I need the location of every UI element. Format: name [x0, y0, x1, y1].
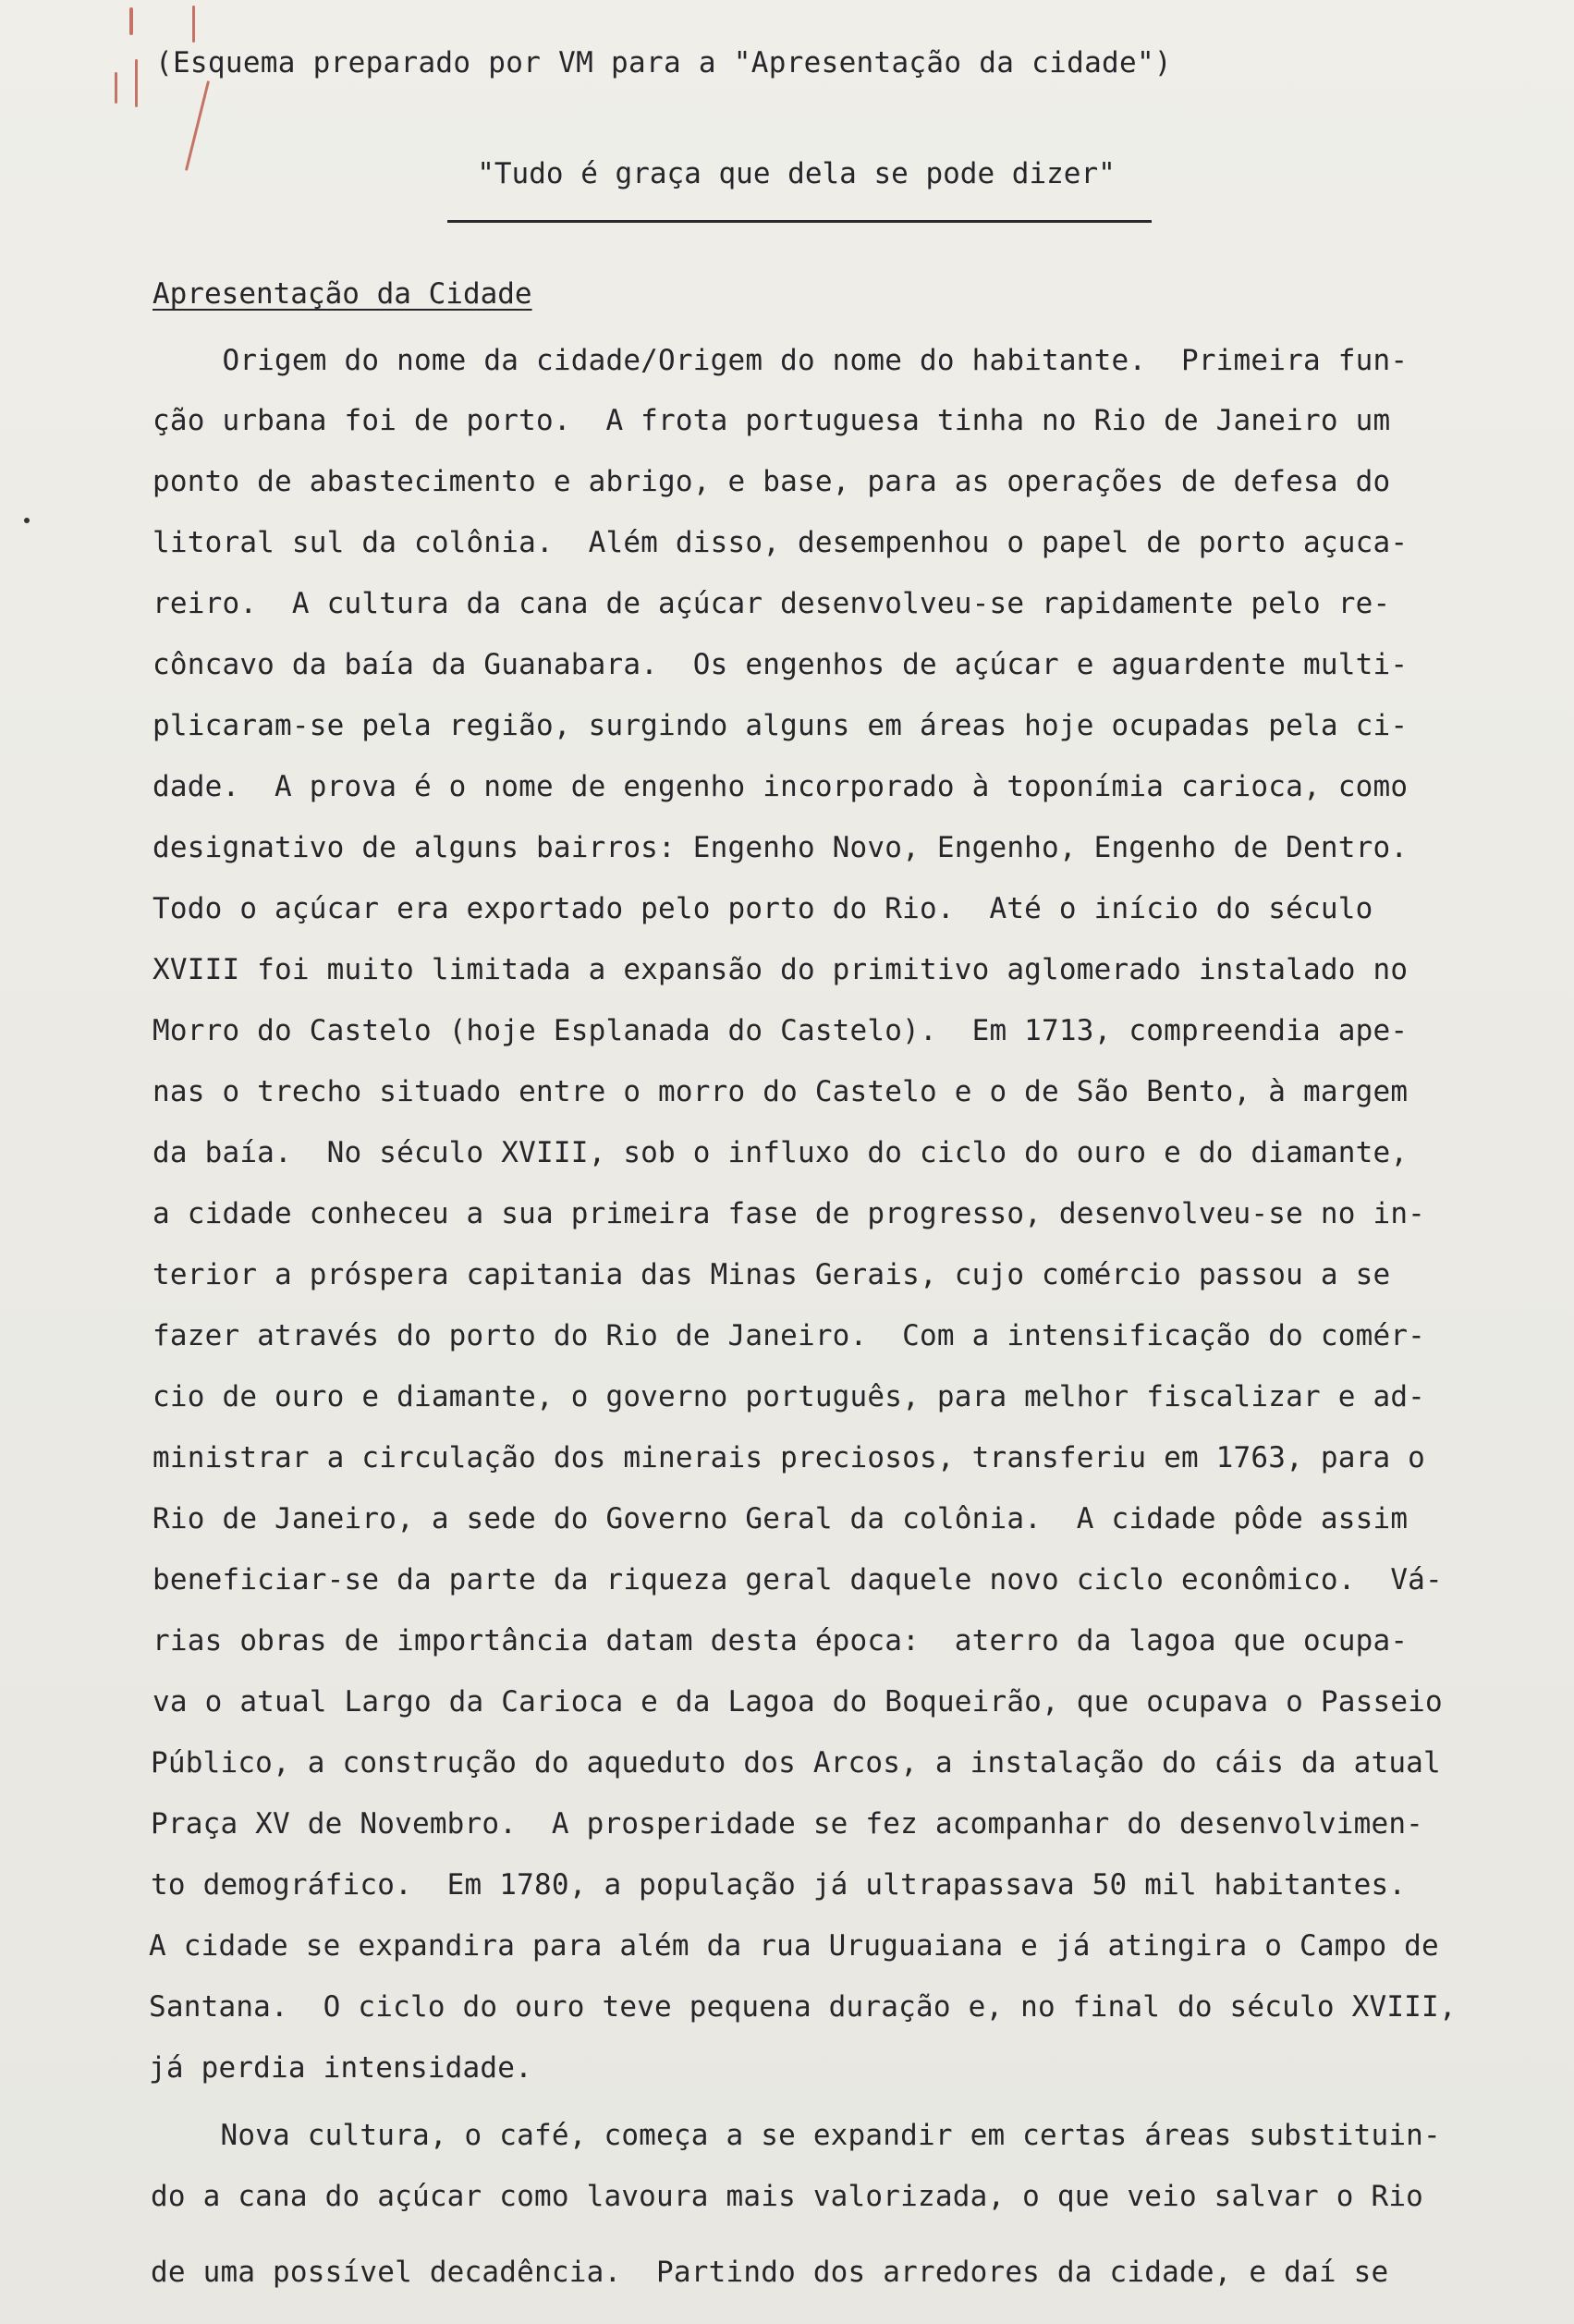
body-line: Público, a construção do aqueduto dos Arcos, a instalação do cáis da atual [151, 1746, 1441, 1780]
body-line: Santana. O ciclo do ouro teve pequena duração e, no final do século XVIII, [149, 1990, 1457, 2024]
margin-mark [135, 59, 138, 107]
body-line: A cidade se expandira para além da rua Uruguaiana e já atingira o Campo de [149, 1929, 1439, 1963]
body-line: côncavo da baía da Guanabara. Os engenhos de açúcar e aguardente multi- [153, 648, 1409, 681]
body-line: a cidade conheceu a sua primeira fase de progresso, desenvolveu-se no in- [153, 1197, 1426, 1230]
body-line: designativo de alguns bairros: Engenho Novo, Engenho, Engenho de Dentro. [153, 831, 1409, 864]
body-line: litoral sul da colônia. Além disso, desempenhou o papel de porto açuca- [153, 526, 1409, 559]
body-line: Nova cultura, o café, começa a se expandir em certas áreas substituin- [151, 2119, 1441, 2152]
body-line: terior a próspera capitania das Minas Gerais, cujo comércio passou a se [153, 1258, 1391, 1291]
body-line: Praça XV de Novembro. A prosperidade se fez acompanhar do desenvolvimen- [151, 1807, 1424, 1841]
ink-dot [24, 518, 30, 523]
body-line: cio de ouro e diamante, o governo português, para melhor fiscalizar e ad- [153, 1380, 1426, 1413]
body-line: Morro do Castelo (hoje Esplanada do Castelo). Em 1713, compreendia ape- [153, 1014, 1409, 1047]
section-title: Apresentação da Cidade [153, 277, 532, 311]
margin-mark [192, 6, 195, 43]
body-line: Origem do nome da cidade/Origem do nome do habitante. Primeira fun- [153, 344, 1409, 377]
body-line: reiro. A cultura da cana de açúcar desenvolveu-se rapidamente pelo re- [153, 587, 1391, 620]
body-line: va o atual Largo da Carioca e da Lagoa do Boqueirão, que ocupava o Passeio [153, 1685, 1443, 1719]
body-line: ponto de abastecimento e abrigo, e base, para as operações de defesa do [153, 465, 1391, 498]
body-line: do a cana do açúcar como lavoura mais valorizada, o que veio salvar o Rio [151, 2180, 1424, 2213]
header-note: (Esquema preparado por VM para a "Apresentação da cidade") [155, 46, 1172, 80]
body-line: já perdia intensidade. [149, 2051, 532, 2085]
body-line: beneficiar-se da parte da riqueza geral daquele novo ciclo econômico. Vá- [153, 1563, 1443, 1596]
body-line: de uma possível decadência. Partindo dos arredores da cidade, e daí se [151, 2256, 1389, 2289]
motto-underline [447, 220, 1152, 223]
body-line: rias obras de importância datam desta época: aterro da lagoa que ocupa- [153, 1624, 1409, 1657]
body-line: to demográfico. Em 1780, a população já ultrapassava 50 mil habitantes. [151, 1868, 1407, 1902]
body-line: ção urbana foi de porto. A frota portuguesa tinha no Rio de Janeiro um [153, 404, 1391, 437]
body-line: plicaram-se pela região, surgindo alguns em áreas hoje ocupadas pela ci- [153, 709, 1409, 742]
body-line: XVIII foi muito limitada a expansão do primitivo aglomerado instalado no [153, 953, 1409, 986]
body-line: Rio de Janeiro, a sede do Governo Geral da colônia. A cidade pôde assim [153, 1502, 1409, 1535]
motto: "Tudo é graça que dela se pode dizer" [477, 157, 1116, 190]
margin-mark [129, 7, 133, 35]
body-line: nas o trecho situado entre o morro do Castelo e o de São Bento, à margem [153, 1075, 1409, 1108]
margin-mark [115, 72, 117, 104]
body-line: da baía. No século XVIII, sob o influxo do ciclo do ouro e do diamante, [153, 1136, 1409, 1169]
body-line: fazer através do porto do Rio de Janeiro. Com a intensificação do comér- [153, 1319, 1426, 1352]
body-line: Todo o açúcar era exportado pelo porto do Rio. Até o início do século [153, 892, 1373, 925]
body-line: dade. A prova é o nome de engenho incorporado à toponímia carioca, como [153, 770, 1409, 803]
body-line: ministrar a circulação dos minerais preciosos, transferiu em 1763, para o [153, 1441, 1426, 1474]
